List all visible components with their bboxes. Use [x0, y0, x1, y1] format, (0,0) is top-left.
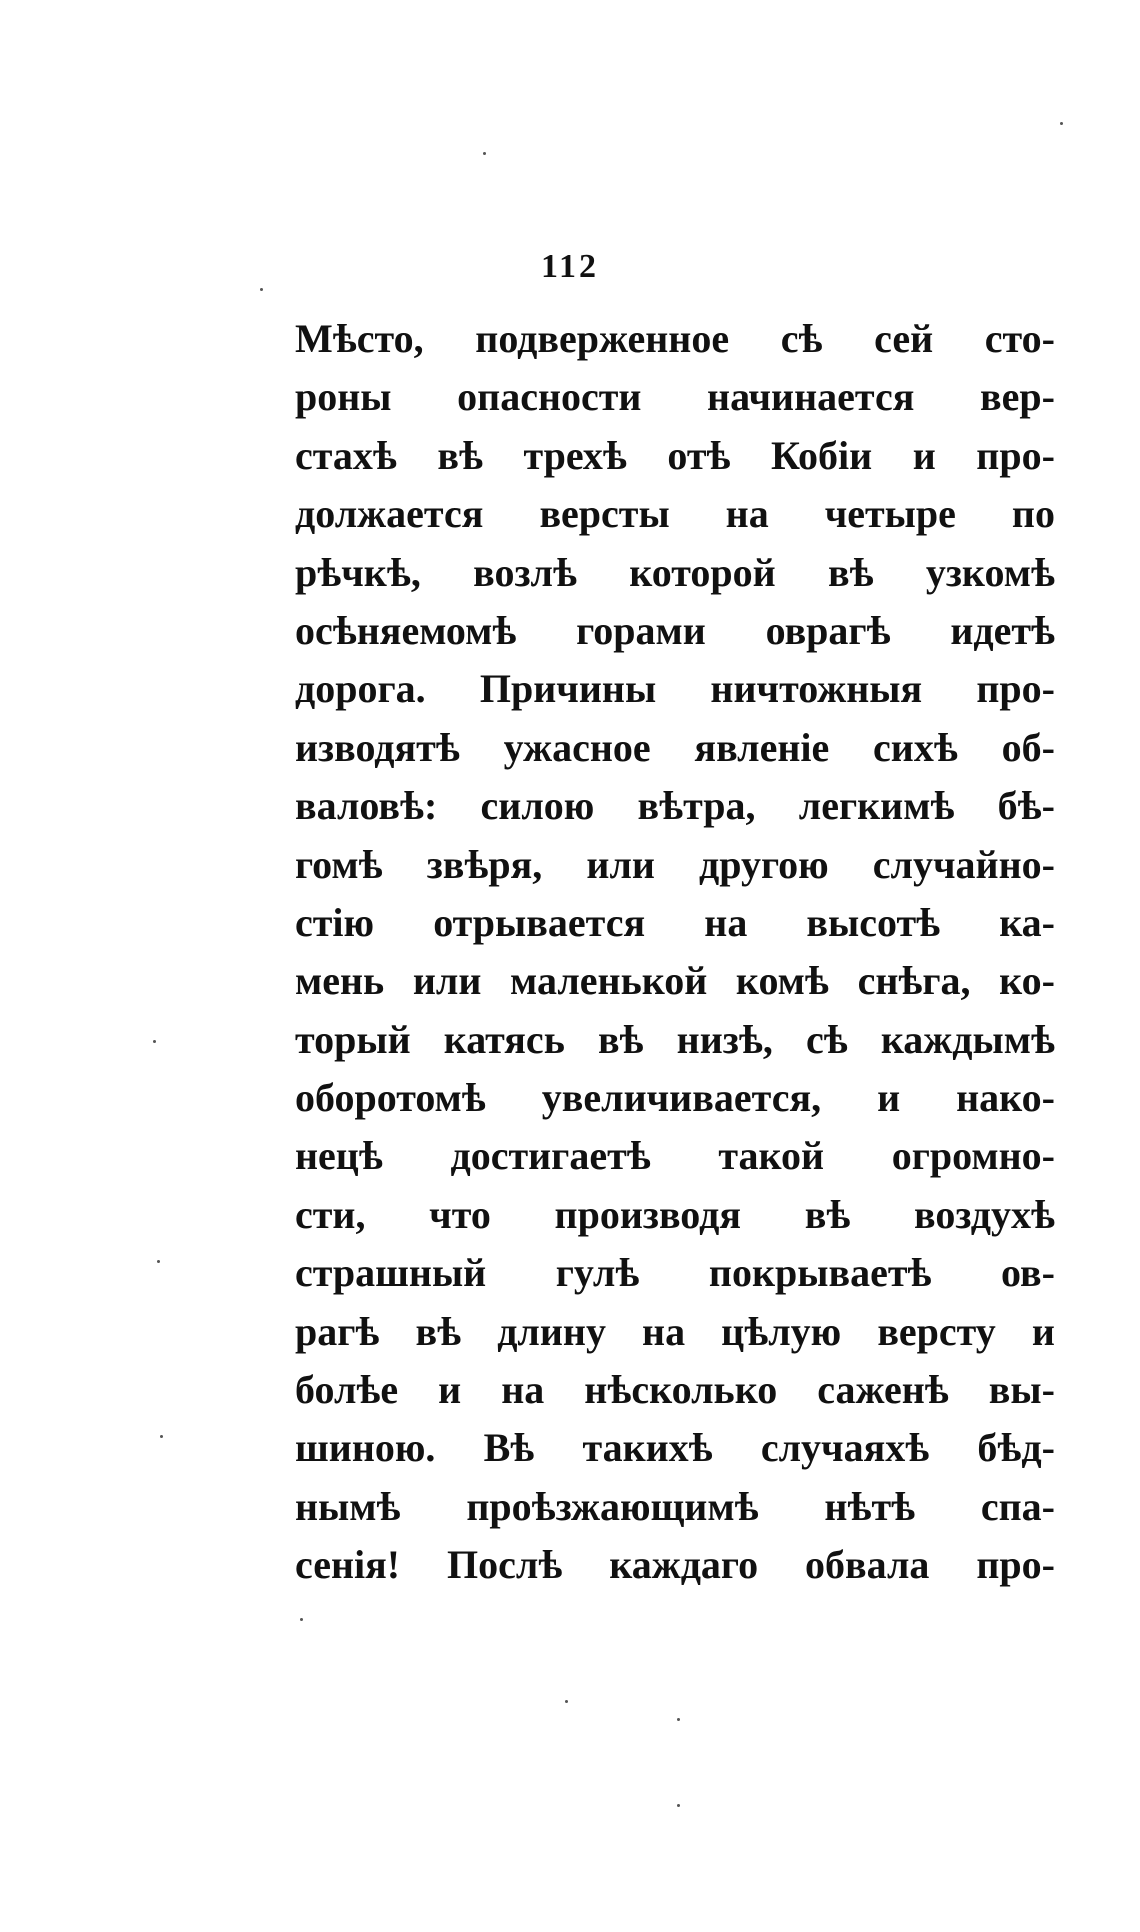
text-line: рѣчкѣ, возлѣ которой вѣ узкомѣ: [295, 549, 1055, 595]
page-number: 112: [540, 248, 600, 285]
scan-speck: [565, 1700, 568, 1703]
text-line: нецѣ достигаетѣ такой огромно-: [295, 1133, 1055, 1179]
text-line: страшный гулѣ покрываетѣ ов-: [295, 1250, 1055, 1296]
text-line: шиною. Вѣ такихѣ случаяхѣ бѣд-: [295, 1425, 1055, 1471]
scan-speck: [677, 1718, 680, 1721]
scan-speck: [153, 1040, 156, 1043]
text-line: рагѣ вѣ длину на цѣлую версту и: [295, 1308, 1055, 1354]
text-line: болѣе и на нѣсколько саженѣ вы-: [295, 1367, 1055, 1413]
text-line: оборотомѣ увеличивается, и нако-: [295, 1075, 1055, 1121]
scan-speck: [677, 1804, 680, 1807]
text-line: осѣняемомѣ горами оврагѣ идетѣ: [295, 607, 1055, 653]
body-text: [295, 310, 1055, 1595]
text-line: изводятѣ ужасное явленіе сихѣ об-: [295, 724, 1055, 770]
text-line: роны опасности начинается вер-: [295, 374, 1055, 420]
text-line: нымѣ проѣзжающимѣ нѣтѣ спа-: [295, 1483, 1055, 1529]
text-line: сти, что производя вѣ воздухѣ: [295, 1191, 1055, 1237]
text-line: валовѣ: силою вѣтра, легкимѣ бѣ-: [295, 783, 1055, 829]
scan-speck: [1060, 122, 1063, 125]
scan-speck: [483, 152, 486, 155]
scan-speck: [260, 288, 263, 291]
scan-speck: [300, 1618, 303, 1621]
scan-speck: [160, 1435, 163, 1438]
text-line: сенія! Послѣ каждаго обвала про-: [295, 1542, 1055, 1588]
text-line: торый катясь вѣ низѣ, сѣ каждымѣ: [295, 1016, 1055, 1062]
text-line: стію отрывается на высотѣ ка-: [295, 899, 1055, 945]
text-line: дорога. Причины ничтожныя про-: [295, 666, 1055, 712]
scan-speck: [157, 1260, 160, 1263]
text-line: мень или маленькой комѣ снѣга, ко-: [295, 958, 1055, 1004]
text-line: Мѣсто, подверженное сѣ сей сто-: [295, 316, 1055, 361]
text-line: стахѣ вѣ трехѣ отѣ Кобіи и про-: [295, 432, 1055, 478]
text-line: должается версты на четыре по: [295, 491, 1055, 537]
text-line: гомѣ звѣря, или другою случайно-: [295, 841, 1055, 887]
